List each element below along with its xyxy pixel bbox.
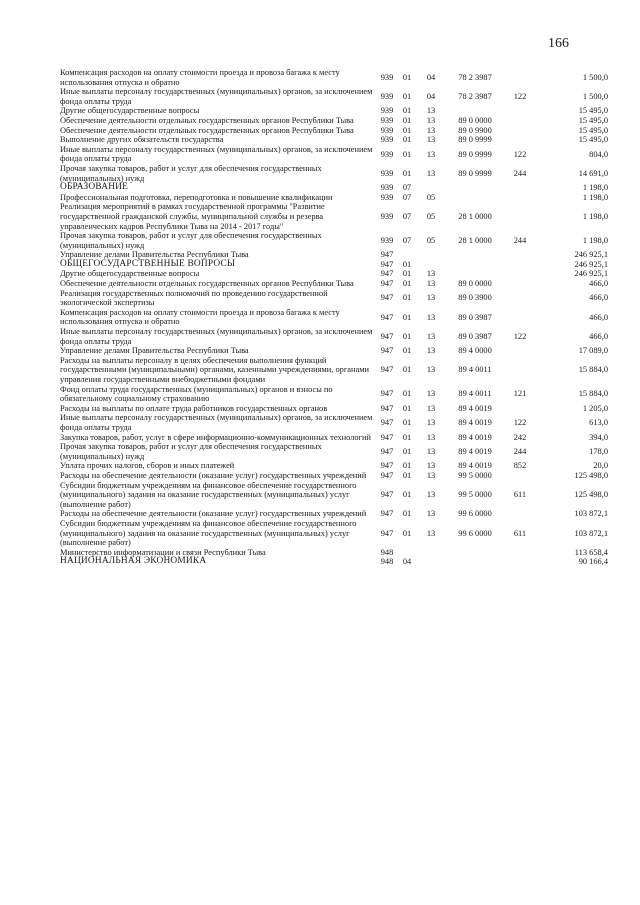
row-name: Иные выплаты персоналу государственных (муниципальных) органов, за исключением фонда оплаты труда bbox=[60, 144, 373, 164]
target-article-code: 89 4 0019 bbox=[458, 418, 492, 428]
section-code: 01 bbox=[402, 279, 412, 289]
ministry-code: 947 bbox=[380, 389, 394, 399]
expense-type-code bbox=[506, 509, 534, 519]
section-code: 01 bbox=[402, 509, 412, 519]
expense-type-code bbox=[506, 404, 534, 414]
budget-table bbox=[60, 68, 608, 567]
subsection-code bbox=[418, 250, 444, 260]
target-article-code: 89 0 3987 bbox=[458, 331, 492, 341]
subsection-code: 13 bbox=[426, 135, 436, 145]
ministry-code: 939 bbox=[380, 72, 394, 82]
subsection-code: 13 bbox=[426, 509, 436, 519]
expense-type-code: 244 bbox=[513, 446, 527, 456]
row-name: Прочая закупка товаров, работ и услуг для обеспечения государственных (муниципальных) нужд bbox=[60, 442, 322, 461]
ministry-code: 939 bbox=[380, 125, 394, 135]
target-article-code: 99 6 0000 bbox=[458, 528, 492, 538]
section-code: 01 bbox=[402, 331, 412, 341]
expense-type-code bbox=[506, 126, 534, 136]
amount: 15 884,0 bbox=[578, 389, 608, 399]
section-code: 07 bbox=[402, 192, 412, 202]
expense-type-code: 611 bbox=[513, 528, 527, 538]
target-article-code bbox=[444, 183, 506, 193]
section-code: 01 bbox=[402, 115, 412, 125]
section-code: 01 bbox=[402, 470, 412, 480]
subsection-code: 13 bbox=[426, 346, 436, 356]
expense-type-code bbox=[506, 116, 534, 126]
ministry-code: 948 bbox=[380, 547, 394, 557]
amount: 20,0 bbox=[593, 461, 608, 471]
ministry-code: 947 bbox=[380, 509, 394, 519]
target-article-code: 78 2 3987 bbox=[458, 72, 492, 82]
expense-type-code bbox=[506, 135, 534, 145]
section-code bbox=[396, 548, 418, 558]
section-code: 01 bbox=[402, 312, 412, 322]
row-name: Прочая закупка товаров, работ и услуг для обеспечения государственных (муниципальных) нужд bbox=[60, 231, 322, 250]
table-row bbox=[60, 68, 608, 87]
expense-type-code: 611 bbox=[513, 490, 527, 500]
target-article-code: 89 4 0019 bbox=[458, 446, 492, 456]
target-article-code: 89 0 0000 bbox=[458, 279, 492, 289]
table-row bbox=[60, 269, 608, 279]
ministry-code: 947 bbox=[380, 279, 394, 289]
subsection-code: 13 bbox=[426, 365, 436, 375]
ministry-code: 939 bbox=[380, 168, 394, 178]
target-article-code bbox=[444, 106, 506, 116]
section-code: 01 bbox=[402, 135, 412, 145]
section-code: 01 bbox=[402, 125, 412, 135]
amount: 1 205,0 bbox=[582, 403, 608, 413]
amount: 613,0 bbox=[589, 418, 608, 428]
subsection-code: 13 bbox=[426, 490, 436, 500]
ministry-code: 947 bbox=[380, 490, 394, 500]
amount: 14 691,0 bbox=[578, 168, 608, 178]
amount: 1 500,0 bbox=[582, 91, 608, 101]
amount: 394,0 bbox=[589, 432, 608, 442]
expense-type-code: 242 bbox=[513, 432, 527, 442]
amount: 15 495,0 bbox=[578, 106, 608, 116]
ministry-code: 947 bbox=[380, 250, 394, 260]
subsection-code bbox=[418, 548, 444, 558]
target-article-code: 89 4 0019 bbox=[458, 403, 492, 413]
target-article-code: 89 0 3987 bbox=[458, 312, 492, 322]
expense-type-code: 122 bbox=[513, 331, 527, 341]
section-code: 04 bbox=[402, 557, 412, 567]
ministry-code: 939 bbox=[380, 106, 394, 116]
table-row bbox=[60, 289, 608, 308]
target-article-code: 99 5 0000 bbox=[458, 470, 492, 480]
expense-type-code bbox=[506, 346, 534, 356]
ministry-code: 947 bbox=[380, 365, 394, 375]
amount: 1 500,0 bbox=[582, 72, 608, 82]
ministry-code: 947 bbox=[380, 528, 394, 538]
amount: 246 925,1 bbox=[574, 269, 608, 279]
ministry-code: 947 bbox=[380, 432, 394, 442]
expense-type-code bbox=[506, 289, 534, 308]
target-article-code bbox=[444, 557, 506, 567]
table-row bbox=[60, 346, 608, 356]
ministry-code: 939 bbox=[380, 192, 394, 202]
row-name: Расходы на выплаты по оплате труда работников государственных органов bbox=[60, 403, 328, 413]
section-code: 07 bbox=[402, 235, 412, 245]
section-code: 01 bbox=[402, 389, 412, 399]
section-code: 01 bbox=[402, 91, 412, 101]
expense-type-code bbox=[506, 279, 534, 289]
ministry-code: 947 bbox=[380, 269, 394, 279]
row-name: Министерство информатизации и связи Республики Тыва bbox=[60, 547, 266, 557]
expense-type-code bbox=[506, 557, 534, 567]
amount: 804,0 bbox=[589, 149, 608, 159]
target-article-code: 28 1 0000 bbox=[458, 211, 492, 221]
amount: 1 198,0 bbox=[582, 211, 608, 221]
table-row bbox=[60, 145, 608, 164]
subsection-code: 13 bbox=[426, 403, 436, 413]
expense-type-code bbox=[506, 68, 534, 87]
subsection-code: 13 bbox=[426, 312, 436, 322]
section-code: 01 bbox=[402, 528, 412, 538]
row-name: Расходы на обеспечение деятельности (оказание услуг) государственных учреждений bbox=[60, 470, 367, 480]
section-code: 01 bbox=[402, 490, 412, 500]
subsection-code bbox=[418, 183, 444, 193]
table-row bbox=[60, 202, 608, 231]
section-code: 01 bbox=[402, 365, 412, 375]
expense-type-code bbox=[506, 202, 534, 231]
ministry-code: 939 bbox=[380, 135, 394, 145]
row-name: ОБЩЕГОСУДАРСТВЕННЫЕ ВОПРОСЫ bbox=[60, 258, 236, 269]
row-name: Профессиональная подготовка, переподготовка и повышение квалификации bbox=[60, 192, 333, 202]
subsection-code: 13 bbox=[426, 168, 436, 178]
section-code: 01 bbox=[402, 293, 412, 303]
row-name: Прочая закупка товаров, работ и услуг для обеспечения государственных (муниципальных) нужд bbox=[60, 163, 322, 183]
expense-type-code bbox=[506, 356, 534, 385]
subsection-code: 13 bbox=[426, 106, 436, 116]
amount: 113 658,4 bbox=[574, 547, 608, 557]
target-article-code bbox=[444, 269, 506, 279]
subsection-code bbox=[418, 260, 444, 270]
target-article-code: 89 0 9999 bbox=[458, 135, 492, 145]
section-code: 01 bbox=[402, 346, 412, 356]
row-name: Реализация мероприятий в рамках государственной программы "Развитие государственной гражданской службы, муниципальной службы и резерва управленческих кадров Республики Тыва на 2014 - 2017 годы" bbox=[60, 202, 325, 231]
amount: 125 498,0 bbox=[574, 470, 608, 480]
subsection-code: 04 bbox=[426, 91, 436, 101]
target-article-code bbox=[444, 548, 506, 558]
expense-type-code bbox=[506, 308, 534, 327]
target-article-code bbox=[444, 250, 506, 260]
ministry-code: 939 bbox=[380, 91, 394, 101]
row-name: НАЦИОНАЛЬНАЯ ЭКОНОМИКА bbox=[60, 556, 207, 567]
section-code: 01 bbox=[402, 72, 412, 82]
row-name: Другие общегосударственные вопросы bbox=[60, 106, 200, 116]
amount: 15 495,0 bbox=[578, 125, 608, 135]
expense-type-code bbox=[506, 471, 534, 481]
subsection-code: 13 bbox=[426, 125, 436, 135]
table-row bbox=[60, 135, 608, 145]
amount: 178,0 bbox=[589, 446, 608, 456]
amount: 246 925,1 bbox=[574, 250, 608, 260]
ministry-code: 947 bbox=[380, 346, 394, 356]
ministry-code: 947 bbox=[380, 461, 394, 471]
table-row bbox=[60, 164, 608, 183]
section-code: 01 bbox=[402, 461, 412, 471]
section-code: 01 bbox=[402, 403, 412, 413]
table-row bbox=[60, 87, 608, 106]
table-row bbox=[60, 116, 608, 126]
row-name: Компенсация расходов на оплату стоимости проезда и провоза багажа к месту использования отпуска и обратно bbox=[60, 307, 340, 327]
ministry-code: 947 bbox=[380, 259, 394, 269]
expense-type-code bbox=[506, 269, 534, 279]
row-name: Обеспечение деятельности отдельных государственных органов Республики Тыва bbox=[60, 125, 354, 135]
amount: 1 198,0 bbox=[582, 192, 608, 202]
section-code bbox=[396, 250, 418, 260]
row-name: Управление делами Правительства Республики Тыва bbox=[60, 346, 249, 356]
row-name: ОБРАЗОВАНИЕ bbox=[60, 182, 129, 193]
table-row bbox=[60, 193, 608, 203]
subsection-code: 13 bbox=[426, 279, 436, 289]
ministry-code: 947 bbox=[380, 446, 394, 456]
row-name: Компенсация расходов на оплату стоимости проезда и провоза багажа к месту использования отпуска и обратно bbox=[60, 68, 340, 87]
amount: 466,0 bbox=[589, 293, 608, 303]
amount: 103 872,1 bbox=[574, 528, 608, 538]
ministry-code: 947 bbox=[380, 418, 394, 428]
row-name: Иные выплаты персоналу государственных (муниципальных) органов, за исключением фонда оплаты труда bbox=[60, 327, 373, 346]
section-code: 01 bbox=[402, 168, 412, 178]
ministry-code: 939 bbox=[380, 235, 394, 245]
expense-type-code: 244 bbox=[513, 235, 527, 245]
ministry-code: 947 bbox=[380, 293, 394, 303]
amount: 103 872,1 bbox=[574, 509, 608, 519]
section-code: 01 bbox=[402, 432, 412, 442]
table-row bbox=[60, 413, 608, 432]
subsection-code: 05 bbox=[426, 192, 436, 202]
expense-type-code: 122 bbox=[513, 91, 527, 101]
amount: 15 495,0 bbox=[578, 135, 608, 145]
row-name: Фонд оплаты труда государственных (муниципальных) органов и взносы по обязательному социальному страхованию bbox=[60, 384, 333, 404]
ministry-code: 947 bbox=[380, 403, 394, 413]
subsection-code: 13 bbox=[426, 470, 436, 480]
expense-type-code bbox=[506, 106, 534, 116]
table-row bbox=[60, 557, 608, 567]
amount: 15 495,0 bbox=[578, 115, 608, 125]
table-row bbox=[60, 433, 608, 443]
table-row bbox=[60, 385, 608, 404]
table-row bbox=[60, 279, 608, 289]
subsection-code: 13 bbox=[426, 389, 436, 399]
target-article-code: 89 4 0019 bbox=[458, 461, 492, 471]
target-article-code bbox=[444, 193, 506, 203]
row-name: Управление делами Правительства Республики Тыва bbox=[60, 250, 249, 260]
row-name: Обеспечение деятельности отдельных государственных органов Республики Тыва bbox=[60, 279, 354, 289]
target-article-code: 89 4 0011 bbox=[458, 365, 492, 375]
subsection-code: 13 bbox=[426, 418, 436, 428]
row-name: Обеспечение деятельности отдельных государственных органов Республики Тыва bbox=[60, 115, 354, 125]
target-article-code: 99 6 0000 bbox=[458, 509, 492, 519]
expense-type-code bbox=[506, 250, 534, 260]
ministry-code: 947 bbox=[380, 470, 394, 480]
subsection-code: 05 bbox=[426, 211, 436, 221]
subsection-code: 13 bbox=[426, 149, 436, 159]
table-row bbox=[60, 404, 608, 414]
subsection-code: 13 bbox=[426, 269, 436, 279]
table-row bbox=[60, 327, 608, 346]
expense-type-code bbox=[506, 193, 534, 203]
section-code: 01 bbox=[402, 106, 412, 116]
target-article-code bbox=[444, 260, 506, 270]
target-article-code: 89 0 0000 bbox=[458, 115, 492, 125]
subsection-code: 13 bbox=[426, 331, 436, 341]
row-name: Другие общегосударственные вопросы bbox=[60, 269, 200, 279]
table-row bbox=[60, 183, 608, 193]
table-row bbox=[60, 481, 608, 510]
section-code: 01 bbox=[402, 149, 412, 159]
row-name: Субсидии бюджетным учреждениям на финансовое обеспечение государственного (муниципального) задания на оказание государственных (муниципальных) услуг (выполнение работ) bbox=[60, 518, 357, 548]
row-name: Субсидии бюджетным учреждениям на финансовое обеспечение государственного (муниципального) задания на оказание государственных (муниципальных) услуг (выполнение работ) bbox=[60, 480, 357, 509]
target-article-code: 89 0 9900 bbox=[458, 125, 492, 135]
row-name: Расходы на выплаты персоналу в целях обеспечения выполнения функций государственными (муниципальными) органами, казенными учреждениями, органами управления государственными внебюджетными фондами bbox=[60, 355, 369, 384]
expense-type-code: 122 bbox=[513, 418, 527, 428]
subsection-code: 13 bbox=[426, 446, 436, 456]
table-row bbox=[60, 260, 608, 270]
subsection-code: 13 bbox=[426, 528, 436, 538]
section-code: 01 bbox=[402, 269, 412, 279]
expense-type-code: 244 bbox=[513, 168, 527, 178]
table-row bbox=[60, 126, 608, 136]
page-number: 166 bbox=[548, 36, 569, 51]
subsection-code: 13 bbox=[426, 432, 436, 442]
target-article-code: 89 0 9999 bbox=[458, 149, 492, 159]
target-article-code: 28 1 0000 bbox=[458, 235, 492, 245]
table-row bbox=[60, 231, 608, 250]
ministry-code: 947 bbox=[380, 312, 394, 322]
row-name: Закупка товаров, работ, услуг в сфере информационно-коммуникационных технологий bbox=[60, 432, 371, 442]
target-article-code: 89 0 3900 bbox=[458, 293, 492, 303]
subsection-code: 13 bbox=[426, 293, 436, 303]
target-article-code: 89 4 0019 bbox=[458, 432, 492, 442]
ministry-code: 939 bbox=[380, 211, 394, 221]
row-name: Иные выплаты персоналу государственных (муниципальных) органов, за исключением фонда оплаты труда bbox=[60, 87, 373, 106]
table-row bbox=[60, 461, 608, 471]
expense-type-code bbox=[506, 548, 534, 558]
amount: 15 884,0 bbox=[578, 365, 608, 375]
amount: 17 089,0 bbox=[578, 346, 608, 356]
amount: 125 498,0 bbox=[574, 490, 608, 500]
row-name: Расходы на обеспечение деятельности (оказание услуг) государственных учреждений bbox=[60, 509, 367, 519]
target-article-code: 89 4 0011 bbox=[458, 389, 492, 399]
ministry-code: 939 bbox=[380, 149, 394, 159]
section-code: 01 bbox=[402, 259, 412, 269]
ministry-code: 947 bbox=[380, 331, 394, 341]
table-row bbox=[60, 308, 608, 327]
ministry-code: 948 bbox=[380, 557, 394, 567]
section-code: 01 bbox=[402, 418, 412, 428]
table-row bbox=[60, 471, 608, 481]
amount: 466,0 bbox=[589, 312, 608, 322]
row-name: Реализация государственных полномочий по проведению государственной экологической экспертизы bbox=[60, 288, 328, 308]
table-row bbox=[60, 356, 608, 385]
table-row bbox=[60, 519, 608, 548]
section-code: 01 bbox=[402, 446, 412, 456]
amount: 1 198,0 bbox=[582, 183, 608, 193]
target-article-code: 89 4 0000 bbox=[458, 346, 492, 356]
table-row bbox=[60, 106, 608, 116]
ministry-code: 939 bbox=[380, 183, 394, 193]
row-name: Уплата прочих налогов, сборов и иных платежей bbox=[60, 461, 235, 471]
subsection-code: 13 bbox=[426, 461, 436, 471]
target-article-code: 99 5 0000 bbox=[458, 490, 492, 500]
section-code: 07 bbox=[402, 183, 412, 193]
table-row bbox=[60, 442, 608, 461]
amount: 246 925,1 bbox=[574, 259, 608, 269]
subsection-code: 04 bbox=[426, 72, 436, 82]
row-name: Иные выплаты персоналу государственных (муниципальных) органов, за исключением фонда оплаты труда bbox=[60, 413, 373, 432]
target-article-code: 78 2 3987 bbox=[458, 91, 492, 101]
amount: 466,0 bbox=[589, 279, 608, 289]
expense-type-code: 121 bbox=[513, 389, 527, 399]
amount: 1 198,0 bbox=[582, 235, 608, 245]
subsection-code: 05 bbox=[426, 235, 436, 245]
expense-type-code: 852 bbox=[513, 461, 527, 471]
target-article-code: 89 0 9999 bbox=[458, 168, 492, 178]
amount: 90 166,4 bbox=[578, 557, 608, 567]
subsection-code: 13 bbox=[426, 115, 436, 125]
ministry-code: 939 bbox=[380, 115, 394, 125]
expense-type-code bbox=[506, 260, 534, 270]
amount: 466,0 bbox=[589, 331, 608, 341]
subsection-code bbox=[418, 557, 444, 567]
expense-type-code: 122 bbox=[513, 149, 527, 159]
table-row bbox=[60, 509, 608, 519]
expense-type-code bbox=[506, 183, 534, 193]
section-code: 07 bbox=[402, 211, 412, 221]
row-name: Выполнение других обязательств государства bbox=[60, 135, 224, 145]
